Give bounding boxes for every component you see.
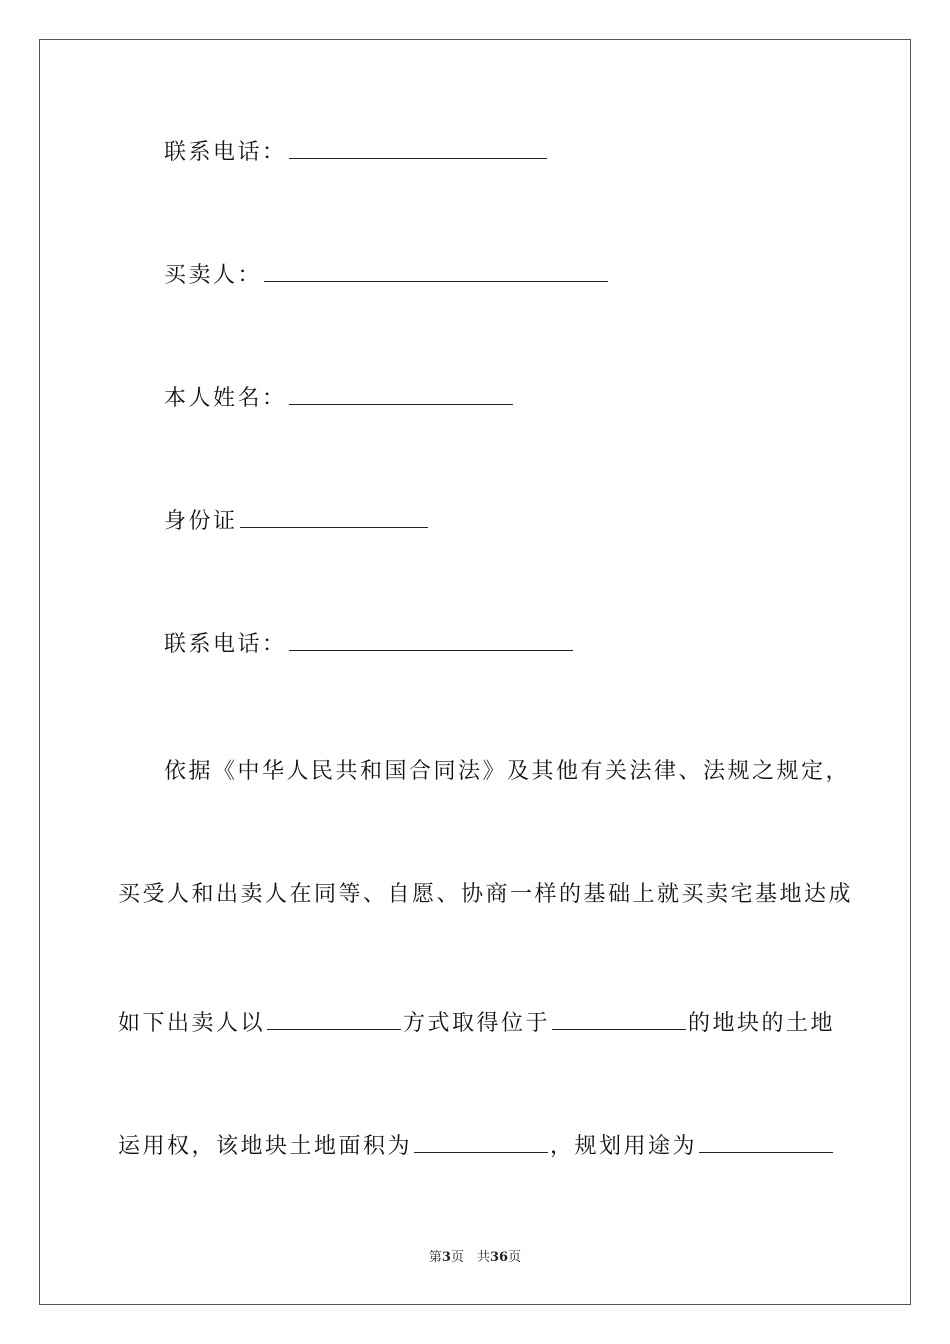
contact-phone-line-1 bbox=[164, 138, 549, 168]
contact-phone-blank[interactable] bbox=[289, 632, 573, 651]
id-card-blank[interactable] bbox=[240, 509, 428, 528]
footer-total-pages: 36 bbox=[489, 1250, 509, 1265]
footer-suffix: 页 bbox=[508, 1250, 522, 1265]
footer-page-number: 3 bbox=[441, 1250, 451, 1265]
name-line bbox=[164, 384, 515, 414]
paragraph-line-4 bbox=[118, 1132, 835, 1162]
name-label: 本人姓名： bbox=[164, 386, 287, 411]
planned-use-blank[interactable] bbox=[699, 1134, 833, 1153]
land-area-blank[interactable] bbox=[414, 1134, 548, 1153]
footer-mid: 页 共 bbox=[450, 1250, 490, 1265]
paragraph-text: 依据《中华人民共和国合同法》及其他有关法律、法规之规定， bbox=[164, 759, 851, 784]
buyer-seller-line bbox=[164, 261, 610, 291]
paragraph-text: 买受人和出卖人在同等、自愿、协商一样的基础上就买卖宅基地达成 bbox=[118, 882, 854, 907]
contact-phone-label: 联系电话： bbox=[164, 632, 287, 657]
location-blank[interactable] bbox=[552, 1011, 686, 1030]
paragraph-text: 运用权，该地块土地面积为 bbox=[118, 1134, 413, 1159]
id-card-label: 身份证 bbox=[164, 509, 238, 534]
page-footer bbox=[0, 1246, 950, 1265]
footer-prefix: 第 bbox=[428, 1250, 442, 1265]
contact-phone-label: 联系电话： bbox=[164, 140, 287, 165]
contact-phone-line-2 bbox=[164, 630, 575, 660]
page-border bbox=[39, 39, 911, 1305]
acquisition-method-blank[interactable] bbox=[267, 1011, 401, 1030]
paragraph-text: 如下出卖人以 bbox=[118, 1011, 266, 1036]
contact-phone-blank[interactable] bbox=[289, 140, 547, 159]
name-blank[interactable] bbox=[289, 386, 513, 405]
paragraph-text: ，规划用途为 bbox=[550, 1134, 698, 1159]
buyer-seller-label: 买卖人： bbox=[164, 263, 263, 288]
paragraph-text: 的地块的土地 bbox=[688, 1011, 836, 1036]
paragraph-line-2 bbox=[118, 880, 853, 910]
paragraph-line-3 bbox=[118, 1009, 835, 1039]
paragraph-text: 方式取得位于 bbox=[403, 1011, 551, 1036]
buyer-seller-blank[interactable] bbox=[264, 263, 608, 282]
id-card-line bbox=[164, 507, 430, 537]
paragraph-line-1 bbox=[164, 757, 850, 787]
